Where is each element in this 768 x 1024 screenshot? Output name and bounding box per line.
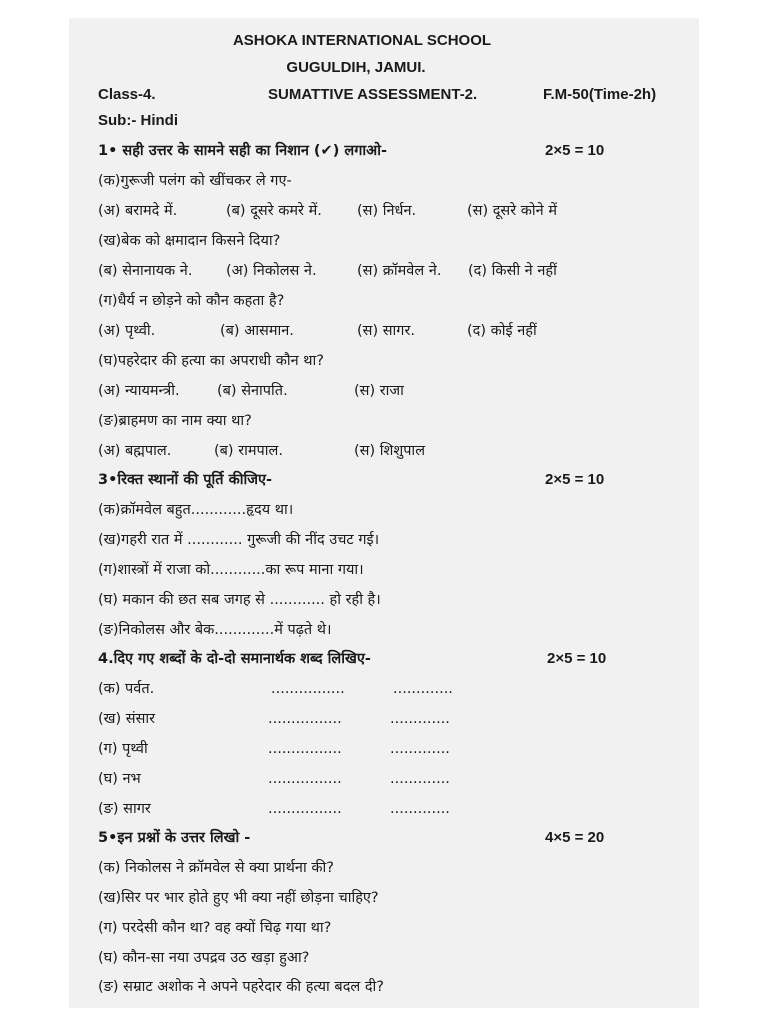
q4-blank: ................ bbox=[268, 801, 342, 817]
q4-marks: 2×5 = 10 bbox=[547, 650, 607, 667]
subject-label: Sub:- Hindi bbox=[98, 112, 178, 129]
q4-blank: ............. bbox=[390, 741, 450, 757]
q1-question-gha: (घ)पहरेदार की हत्या का अपराधी कौन था? bbox=[98, 353, 324, 369]
q3-item: (ङ)निकोलस और बेक.............में पढ़ते थे। bbox=[98, 622, 332, 638]
q4-blank: ................ bbox=[268, 741, 342, 757]
q1-option: (ब) आसमान. bbox=[220, 323, 294, 339]
q1-option: (अ) बरामदे में. bbox=[98, 203, 178, 219]
q1-option: (ब) रामपाल. bbox=[214, 443, 283, 459]
school-name: ASHOKA INTERNATIONAL SCHOOL bbox=[232, 32, 492, 49]
q4-blank: ............. bbox=[393, 681, 453, 697]
q1-option: (स) निर्धन. bbox=[357, 203, 417, 219]
q1-option: (स) दूसरे कोने में bbox=[467, 203, 557, 219]
q4-blank: ................ bbox=[271, 681, 345, 697]
q1-option: (अ) निकोलस ने. bbox=[226, 263, 317, 279]
q1-title: 1• सही उत्तर के सामने सही का निशान (✔) लगाओ- bbox=[98, 143, 387, 159]
q1-option: (द) किसी ने नहीं bbox=[468, 263, 557, 279]
q1-option: (स) सागर. bbox=[357, 323, 415, 339]
q1-option: (स) क्रॉमवेल ने. bbox=[357, 263, 442, 279]
q1-question-ga: (ग)धैर्य न छोड़ने को कौन कहता है? bbox=[98, 293, 285, 309]
q3-title: 3•रिक्त स्थानों की पूर्ति कीजिए- bbox=[98, 472, 273, 488]
q1-marks: 2×5 = 10 bbox=[545, 142, 605, 159]
q4-word: (ख) संसार bbox=[98, 711, 156, 727]
q5-item: (ङ) सम्राट अशोक ने अपने पहरेदार की हत्या बदल दी? bbox=[98, 979, 384, 995]
q1-option: (अ) न्यायमन्त्री. bbox=[98, 383, 180, 399]
school-address: GUGULDIH, JAMUI. bbox=[286, 59, 426, 76]
q1-option: (ब) दूसरे कमरे में. bbox=[226, 203, 322, 219]
q4-word: (घ) नभ bbox=[98, 771, 141, 787]
q1-option: (अ) बह्मपाल. bbox=[98, 443, 172, 459]
q1-option: (द) कोई नहीं bbox=[467, 323, 537, 339]
q1-option: (स) राजा bbox=[354, 383, 404, 399]
q1-question-ka: (क)गुरूजी पलंग को खींचकर ले गए- bbox=[98, 173, 292, 189]
q1-option: (ब) सेनानायक ने. bbox=[98, 263, 193, 279]
q1-question-kha: (ख)बेक को क्षमादान किसने दिया? bbox=[98, 233, 281, 249]
q4-blank: ................ bbox=[268, 711, 342, 727]
q4-title: 4.दिए गए शब्दों के दो-दो समानार्थक शब्द लिखिए- bbox=[98, 651, 371, 667]
exam-title: SUMATTIVE ASSESSMENT-2. bbox=[268, 86, 478, 103]
class-label: Class-4. bbox=[98, 86, 156, 103]
q5-item: (घ) कौन-सा नया उपद्रव उठ खड़ा हुआ? bbox=[98, 950, 310, 966]
q4-blank: ................ bbox=[268, 771, 342, 787]
q5-item: (ग) परदेसी कौन था? वह क्यों चिढ़ गया था? bbox=[98, 920, 332, 936]
q4-word: (ग) पृथ्वी bbox=[98, 741, 148, 757]
q4-blank: ............. bbox=[390, 711, 450, 727]
q4-word: (क) पर्वत. bbox=[98, 681, 155, 697]
marks-time: F.M-50(Time-2h) bbox=[543, 86, 657, 103]
q3-marks: 2×5 = 10 bbox=[545, 471, 605, 488]
q1-question-nga: (ङ)ब्राहमण का नाम क्या था? bbox=[98, 413, 252, 429]
q5-item: (ख)सिर पर भार होते हुए भी क्या नहीं छोड़ना चाहिए? bbox=[98, 890, 379, 906]
q3-item: (घ) मकान की छत सब जगह से ............ हो रही है। bbox=[98, 592, 381, 608]
q4-word: (ङ) सागर bbox=[98, 801, 151, 817]
q4-blank: ............. bbox=[390, 801, 450, 817]
q1-option: (अ) पृथ्वी. bbox=[98, 323, 156, 339]
q3-item: (क)क्रॉमवेल बहुत............हृदय था। bbox=[98, 502, 294, 518]
q5-marks: 4×5 = 20 bbox=[545, 829, 605, 846]
q4-blank: ............. bbox=[390, 771, 450, 787]
q1-option: (स) शिशुपाल bbox=[354, 443, 426, 459]
q3-item: (ख)गहरी रात में ............ गुरूजी की नींद उचट गई। bbox=[98, 532, 380, 548]
q1-option: (ब) सेनापति. bbox=[217, 383, 288, 399]
q3-item: (ग)शास्त्रों में राजा को............का रूप माना गया। bbox=[98, 562, 364, 578]
q5-title: 5•इन प्रश्नों के उत्तर लिखो - bbox=[98, 830, 251, 846]
q5-item: (क) निकोलस ने क्रॉमवेल से क्या प्रार्थना की? bbox=[98, 860, 334, 876]
